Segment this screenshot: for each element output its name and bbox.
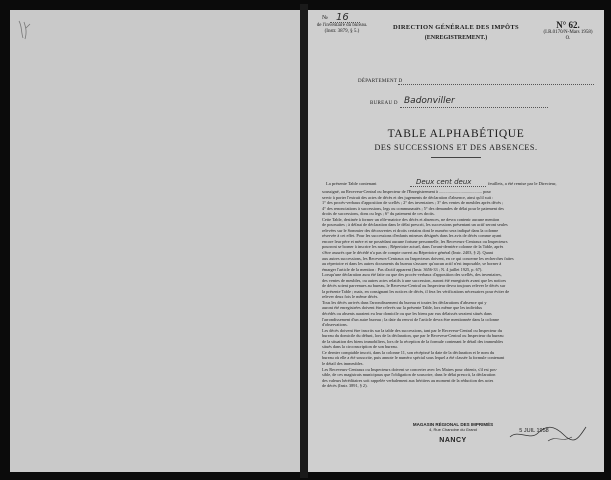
- instruction-line: 1° des procès-verbaux d'apposition de scellés ; 2° des inventaires ; 3° des ventes de meubles après décès ;: [322, 200, 504, 206]
- instruction-line: réservée à cet effet. Pour les successions d'enfants mineurs désignés dans les avis de décès comme ayant: [322, 233, 502, 239]
- form-suffix: O.: [565, 36, 571, 41]
- inventory-number: 16: [336, 12, 349, 23]
- inventory-caption: de l'inventaire du bureau.: [316, 23, 368, 28]
- instruction-line: d'observations.: [322, 322, 348, 328]
- departement-label: DÉPARTEMENT D: [358, 79, 403, 84]
- scan-frame: [2, 4, 608, 478]
- instruction-line: au répertoire et dans les autres documents du bureau s'assurer qu'aucun actif n'est imposable, se borner à: [322, 261, 502, 267]
- inventory-reference: (Instr. 3879, § 5.): [324, 29, 360, 34]
- instruction-line: s'être assurés que le décédé n'a pas de compte ouvert au Répertoire général (Instr. 2403, § 2). Quant: [322, 250, 493, 256]
- instruction-line: auront été enregistrées doivent être relevés sur la présente Table, lors même que les individus: [322, 305, 483, 311]
- instruction-line: l'arrondissement d'un autre bureau ; la date du renvoi de l'article devra être mentionnée dans la colonne: [322, 316, 499, 322]
- stamp-date: 5 JUIL 1958: [519, 428, 549, 434]
- number-prefix: №: [322, 15, 328, 21]
- instruction-line: situés dans la circonscription de son bureau.: [322, 344, 398, 350]
- stamp-city: NANCY: [439, 437, 467, 444]
- instruction-line: encore leur père et mère et ne possédant aucune fortune personnelle, les Receveurs-Centraux ou Inspecteurs: [322, 238, 508, 244]
- form-number-block: [534, 20, 602, 42]
- instruction-line: bureau du domicile du défunt, lors de la déclaration, que par le Receveur-Central ou Inspecteur du bureau: [322, 333, 504, 339]
- instruction-line: soussigné, au Receveur-Central ou Inspecteur de l'Enregistrement à ........................................ pour: [322, 189, 491, 194]
- instruction-line: de poursuites ; à défaut de déclaration dans le délai prescrit, les successions présentant un actif seront seules: [322, 222, 508, 228]
- intro-after: feuillets, a été remise par le Directeur,: [488, 181, 557, 186]
- instruction-line: servir à porter l'extrait des actes de décès et des jugements de déclaration d'absence, ainsi qu'il suit :: [322, 194, 494, 200]
- instruction-line: sible, de ces magistrats municipaux que l'obligation de souscrire, dans le délai prescrit, la déclaration: [322, 372, 496, 378]
- form-number: N° 62.: [556, 20, 580, 30]
- instruction-line: Les décès doivent être inscrits sur la table des successions, tant par le Receveur-Central ou Inspecteur du: [322, 327, 502, 333]
- table-subtitle: DES SUCCESSIONS ET DES ABSENCES.: [374, 143, 538, 152]
- printer-stamp: [398, 422, 508, 444]
- instruction-line: de décès soient parvenues au bureau, le Receveur-Central ou Inspecteur devra toujours relever le décès sur: [322, 283, 506, 289]
- table-title: TABLE ALPHABÉTIQUE: [387, 128, 525, 140]
- instruction-line: Tous les décès arrivés dans l'arrondissement du bureau et toutes les déclarations d'absence qui y: [322, 299, 487, 305]
- bureau-line: [370, 96, 550, 109]
- instruction-line: relevées sur le Sommier des découvertes et droits certains dont le numéro sera indiqué dans la colonne: [322, 227, 499, 233]
- instructions-text: [322, 189, 596, 389]
- signature-scribble-icon: [508, 419, 588, 445]
- form-code: (I.R.0170/N-Mars 1958): [543, 30, 593, 35]
- intro-before: La présente Table contenant: [326, 181, 377, 186]
- instruction-line: pourront se borner à inscrire les noms ; Répertoire actuel, dans l'avant-dernière colonne de la Table, après: [322, 244, 504, 250]
- departement-line: [358, 79, 594, 87]
- intro-line: [326, 180, 596, 188]
- intro-handwritten-count: Deux cent deux: [416, 178, 472, 186]
- book-spine: [300, 4, 308, 478]
- instruction-line: relever deux fois le même décès.: [322, 294, 379, 300]
- register-cover-page: [308, 10, 604, 472]
- instruction-line: 4° des renonciations à successions, legs ou communautés ; 5° des demandes de délai pour le paiement des: [322, 205, 504, 211]
- instruction-line: la présente Table ; mais, en consignant les notices de décès, il fera les vérifications nécessaires pour éviter de: [322, 288, 510, 294]
- instruction-line: de la situation des biens immobiliers, lors de la réception de la formule contenant le détail des immeubles: [322, 338, 504, 344]
- instruction-line: bureau où elle a été souscrite, puis annote le numéro spécial sous lequel a été classée la formule contenant: [322, 355, 505, 361]
- instruction-line: de décès (Instr. 3891, § 2).: [322, 383, 368, 389]
- instruction-line: aux autres successions, les Receveurs-Centraux ou Inspecteurs doivent, en ce qui concerne les recherches faites: [322, 255, 514, 261]
- instruction-line: Cette Table, destinée à former un rôle-matrice des décès et absences, ne devra contenir aucune mention: [322, 216, 500, 222]
- blank-left-page: [10, 10, 300, 472]
- instruction-line: Ce dernier comptable inscrit, dans la colonne 11, son récépissé la date de la déclaration et le nom du: [322, 349, 495, 355]
- enregistrement-heading: (ENREGISTREMENT.): [424, 35, 488, 41]
- instruction-line: des valeurs héréditaires soit rappelée verbalement aux héritiers au moment de la réduction des actes: [322, 377, 494, 383]
- title-rule: [431, 157, 481, 158]
- instruction-line: décédés ou absents auraient eu leur domicile ou que les biens par eux délaissés seraient situés dans: [322, 311, 492, 317]
- instruction-line: droits de successions, dons ou legs ; 6° du paiement de ces droits.: [322, 211, 435, 217]
- instruction-line: émarger l'article de la mention : Pas d'actif apparent (Instr. 3656-33 ; N. 4 juillet 1925, p. 67).: [322, 266, 483, 272]
- instruction-line: Lorsqu'une déclaration aura été faite ou que des procès-verbaux d'apposition des scellés, des inventaires,: [322, 272, 502, 278]
- stamp-line-2: 4, Rue Chanoine du Grand: [429, 427, 477, 432]
- instruction-line: le détail des immeubles.: [322, 360, 364, 366]
- pencil-mark-icon: [16, 18, 34, 42]
- inventory-number-block: [312, 14, 372, 35]
- direction-heading: DIRECTION GÉNÉRALE DES IMPÔTS: [393, 24, 519, 31]
- instruction-line: des ventes de meubles, ou autres actes relatifs à une succession, auront été enregistrés avant que les notices: [322, 277, 507, 283]
- stamp-line-1: MAGASIN RÉGIONAL DES IMPRIMÉS: [412, 422, 494, 427]
- instruction-line: Les Receveurs-Centraux ou Inspecteurs doivent se concerter avec les Maires pour obtenir, s'il est pos-: [322, 366, 498, 372]
- bureau-label: BUREAU D: [370, 101, 398, 106]
- bureau-name: Badonviller: [404, 96, 455, 106]
